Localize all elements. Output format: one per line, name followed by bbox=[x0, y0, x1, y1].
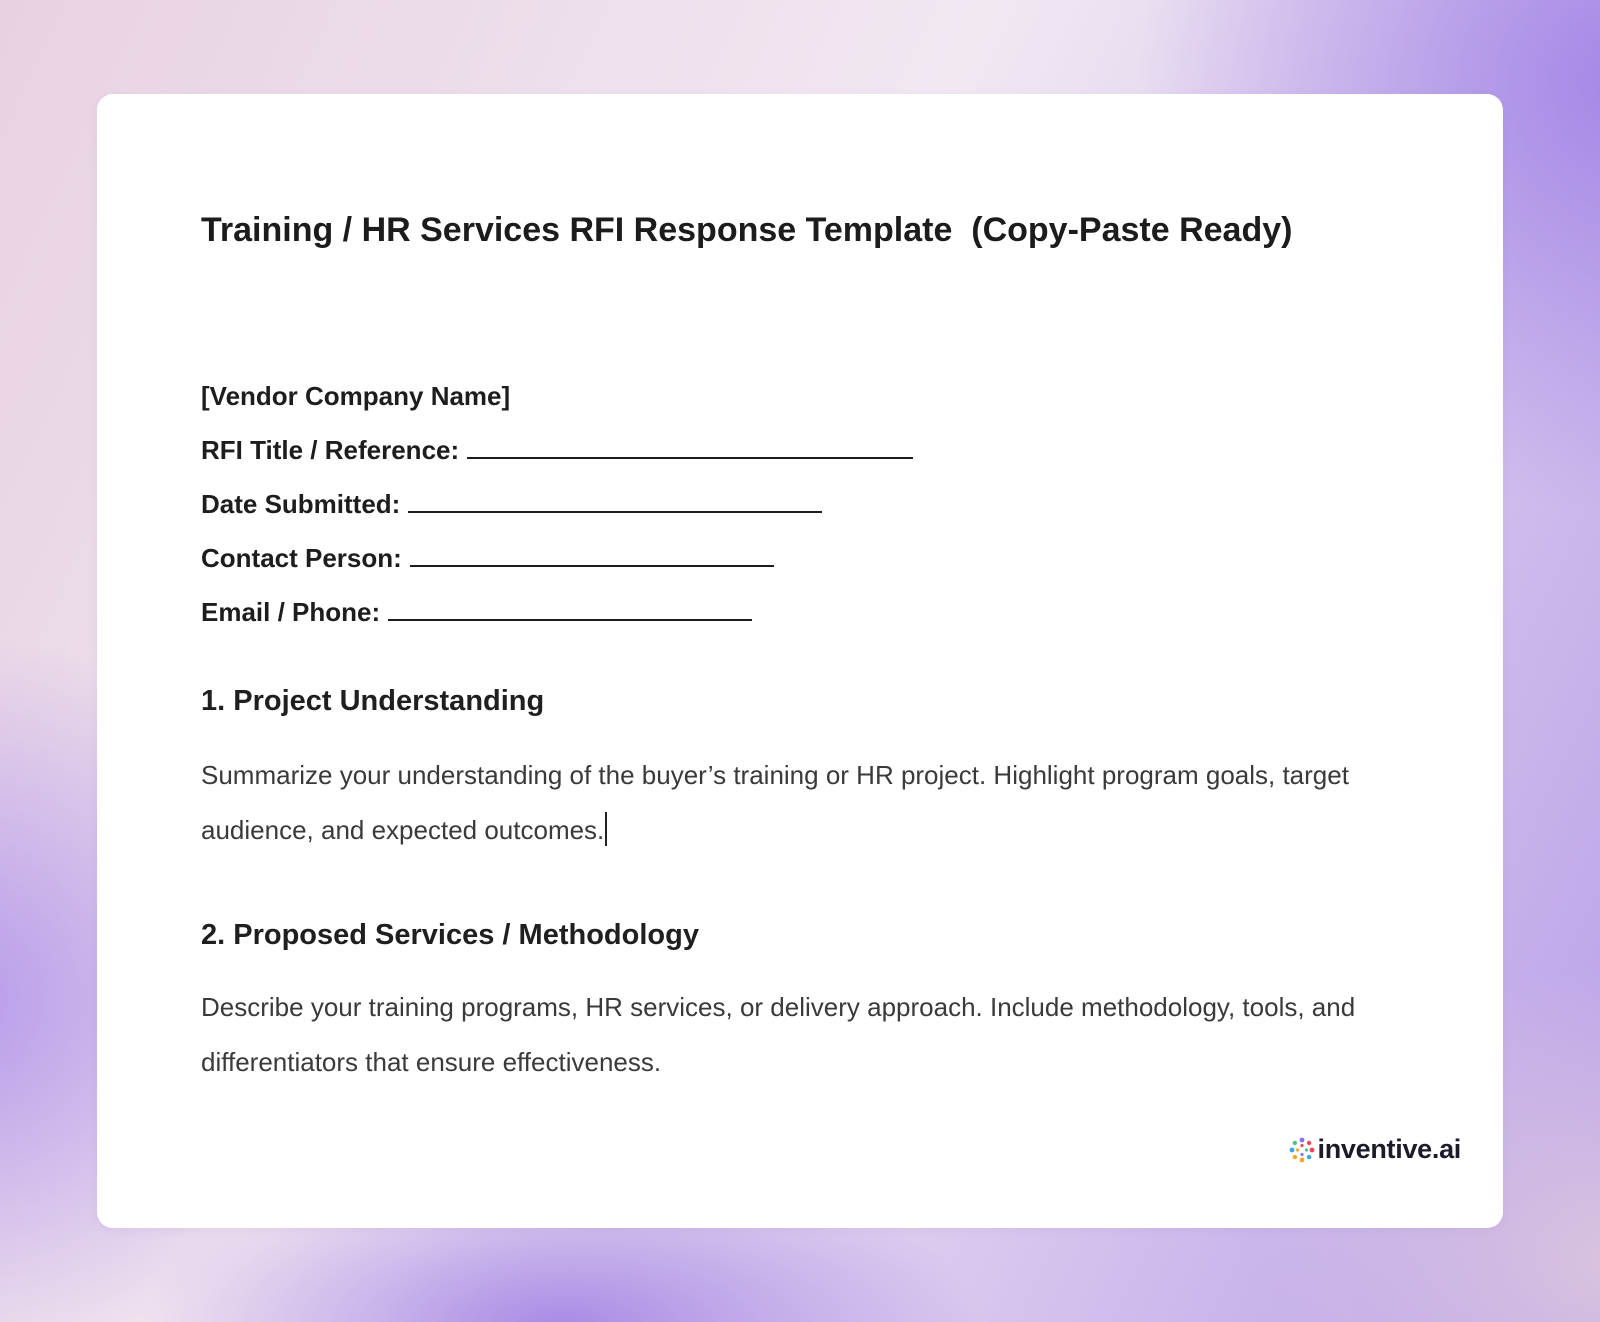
field-date-submitted-label: Date Submitted: bbox=[201, 489, 401, 519]
section-body-proposed-services[interactable] bbox=[201, 980, 1381, 1090]
field-date-submitted[interactable] bbox=[201, 477, 913, 531]
field-contact-person[interactable] bbox=[201, 531, 913, 585]
field-contact-person-blank[interactable] bbox=[410, 539, 774, 567]
brand-name: inventive.ai bbox=[1317, 1134, 1461, 1164]
brand-logo bbox=[1289, 1134, 1461, 1165]
document-title: Training / HR Services RFI Response Template (Copy-Paste Ready) bbox=[201, 211, 1293, 249]
text-cursor bbox=[605, 812, 607, 846]
section-body-proposed-services-text: Describe your training programs, HR services, or delivery approach. Include methodology, tools, and differentiators that ensure effectiveness. bbox=[201, 992, 1356, 1077]
field-date-submitted-blank[interactable] bbox=[408, 485, 822, 513]
asterisk-dots-logo-icon bbox=[1289, 1137, 1315, 1163]
vendor-company-name[interactable] bbox=[201, 369, 913, 423]
section-body-project-understanding-text: Summarize your understanding of the buyer’s training or HR project. Highlight program goals, target audience, and expected outcomes. bbox=[201, 760, 1349, 845]
field-rfi-title-label: RFI Title / Reference: bbox=[201, 435, 460, 465]
section-heading-project-understanding: 1. Project Understanding bbox=[201, 685, 545, 717]
vendor-company-name-label: [Vendor Company Name] bbox=[201, 381, 511, 411]
section-heading-proposed-services: 2. Proposed Services / Methodology bbox=[201, 919, 699, 951]
field-rfi-title[interactable] bbox=[201, 423, 913, 477]
document-meta-fields bbox=[201, 369, 913, 639]
document-card bbox=[97, 94, 1503, 1228]
section-body-project-understanding[interactable] bbox=[201, 748, 1381, 858]
field-rfi-title-blank[interactable] bbox=[467, 431, 913, 459]
field-contact-person-label: Contact Person: bbox=[201, 543, 402, 573]
field-email-phone-label: Email / Phone: bbox=[201, 597, 381, 627]
field-email-phone[interactable] bbox=[201, 585, 913, 639]
field-email-phone-blank[interactable] bbox=[388, 593, 752, 621]
